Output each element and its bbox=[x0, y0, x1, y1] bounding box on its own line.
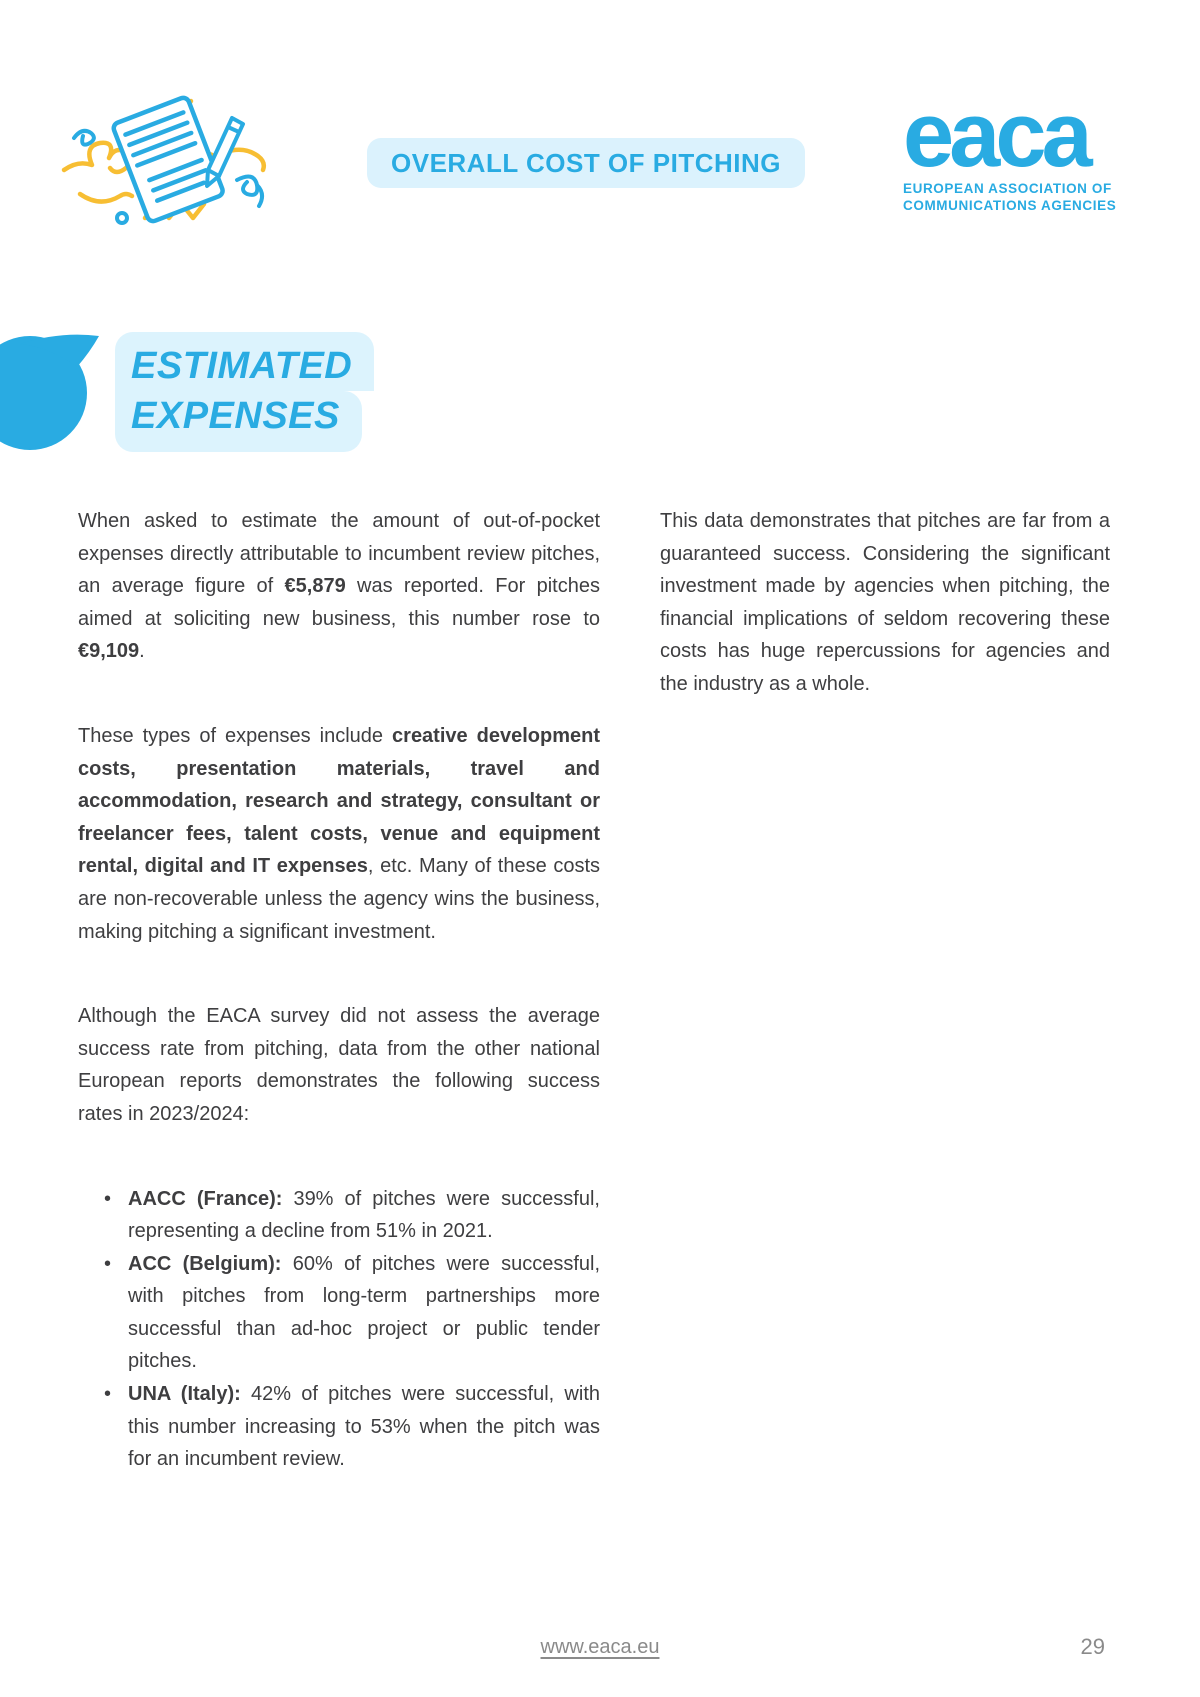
document-and-pencil-illustration bbox=[58, 72, 268, 232]
section-heading bbox=[115, 332, 374, 452]
page-title: OVERALL COST OF PITCHING bbox=[367, 138, 805, 188]
speech-bubble-shape bbox=[0, 330, 102, 456]
footer-website-link[interactable]: www.eaca.eu bbox=[540, 1636, 660, 1658]
page-number: 29 bbox=[1080, 1634, 1105, 1659]
eaca-tagline-line1: EUROPEAN ASSOCIATION OF bbox=[903, 181, 1112, 196]
eaca-wordmark: eaca bbox=[903, 84, 1088, 186]
body-columns bbox=[78, 505, 1110, 1476]
paragraph: These types of expenses include creative development costs, presentation materials, travel and accommodation, research and strategy, consultant or freelancer fees, talent costs, venue and equipment rental, digital and IT expenses, etc. Many of these costs are non-recoverable unless the agency wins the business, making pitching a significant investment. bbox=[78, 724, 600, 943]
footer bbox=[0, 1636, 1200, 1659]
success-rates-list bbox=[78, 1183, 600, 1476]
list-item: • ACC (Belgium): 60% of pitches were successful, with pitches from long-term partnerships more successful than ad-hoc project or public tender pitches. bbox=[104, 1248, 600, 1378]
eaca-tagline bbox=[903, 180, 1163, 214]
list-item: • AACC (France): 39% of pitches were successful, representing a decline from 51% in 2021. bbox=[104, 1183, 600, 1248]
left-column bbox=[78, 505, 600, 1476]
paragraph: Although the EACA survey did not assess the average success rate from pitching, data from the other national European reports demonstrates the following success rates in 2023/2024: bbox=[78, 1005, 600, 1125]
paragraph: This data demonstrates that pitches are far from a guaranteed success. Considering the significant investment made by agencies when pitching, the financial implications of seldom recovering these costs has huge repercussions for agencies and the industry as a whole. bbox=[660, 510, 1110, 695]
eaca-logo bbox=[903, 84, 1163, 214]
right-column bbox=[660, 505, 1110, 1476]
section-heading-line1: ESTIMATED bbox=[115, 332, 374, 391]
section-heading-line2: EXPENSES bbox=[115, 391, 362, 452]
paragraph: When asked to estimate the amount of out-of-pocket expenses directly attributable to incumbent review pitches, an average figure of €5,879 was reported. For pitches aimed at soliciting new business, this number rose to €9,109. bbox=[78, 510, 600, 663]
eaca-tagline-line2: COMMUNICATIONS AGENCIES bbox=[903, 198, 1117, 213]
list-item: • UNA (Italy): 42% of pitches were successful, with this number increasing to 53% when the pitch was for an incumbent review. bbox=[104, 1378, 600, 1476]
